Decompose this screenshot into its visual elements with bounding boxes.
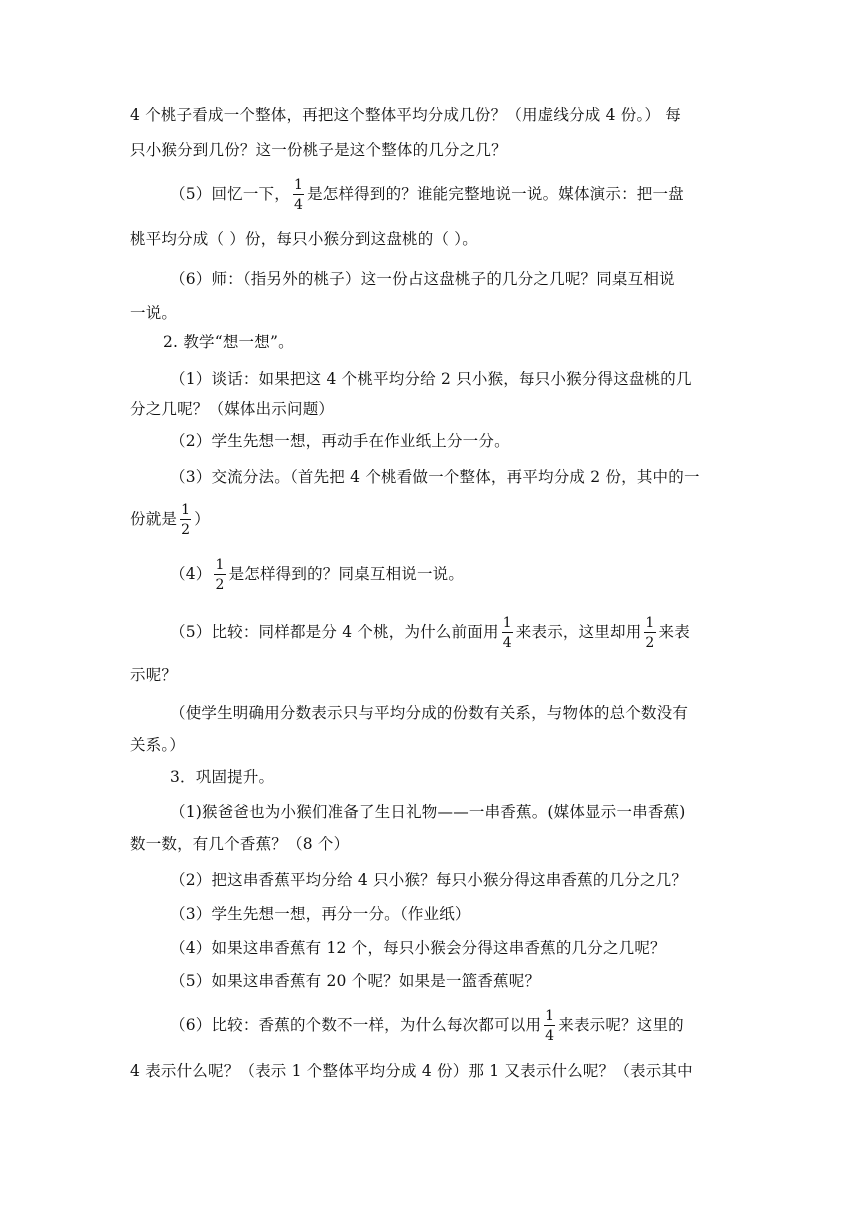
fraction-one-half: $\frac{1}{2}$ [181, 502, 191, 538]
text-line: （6）师：（指另外的桃子）这一份占这盘桃子的几分之几呢？同桌互相说 [170, 270, 675, 288]
text-line: 一说。 [130, 304, 178, 322]
text-line: 4 个桃子看成一个整体，再把这个整体平均分成几份？（用虚线分成 4 份。） 每 [130, 106, 681, 124]
fraction-one-quarter: $\frac{1}{4}$ [293, 177, 304, 213]
text-segment: （5）比较：同样都是分 4 个桃，为什么前面用 [170, 623, 499, 641]
text-line: （2）把这串香蕉平均分给 4 只小猴？每只小猴分得这串香蕉的几分之几？ [170, 871, 688, 889]
text-line: 数一数，有几个香蕉？（8 个） [130, 835, 350, 853]
text-segment: （4） [170, 565, 212, 583]
text-line [170, 557, 464, 591]
fraction-one-quarter: $\frac{1}{4}$ [502, 615, 512, 651]
text-line: 关系。） [130, 736, 186, 754]
text-line: 4 表示什么呢？（表示 1 个整体平均分成 4 份）那 1 又表示什么呢？（表示其中 [130, 1062, 693, 1080]
text-line: （1)猴爸爸也为小猴们准备了生日礼物——一串香蕉。(媒体显示一串香蕉) [170, 803, 686, 821]
text-segment: （6）比较：香蕉的个数不一样，为什么每次都可以用 [170, 1016, 542, 1034]
text-segment: 来表 [658, 623, 690, 641]
text-segment: 是怎样得到的？同桌互相说一说。 [228, 565, 465, 583]
text-line [170, 615, 690, 649]
fraction-one-half: $\frac{1}{2}$ [645, 615, 655, 651]
section-heading: 3．巩固提升。 [170, 768, 275, 786]
text-line: （3）交流分法。（首先把 4 个桃看做一个整体，再平均分成 2 份，其中的一 [170, 468, 700, 486]
text-line: （4）如果这串香蕉有 12 个，每只小猴会分得这串香蕉的几分之几呢？ [170, 939, 666, 957]
text-line: 只小猴分到几份？这一份桃子是这个整体的几分之几？ [130, 141, 507, 159]
text-line [130, 502, 210, 536]
text-segment: ） [194, 510, 210, 528]
text-segment: 来表示呢？这里的 [558, 1016, 684, 1034]
text-line: （3）学生先想一想，再分一分。（作业纸） [170, 905, 471, 923]
text-line [170, 177, 684, 211]
text-line: （1）谈话：如果把这 4 个桃平均分给 2 只小猴，每只小猴分得这盘桃的几 [170, 370, 692, 388]
text-line: （使学生明确用分数表示只与平均分成的份数有关系，与物体的总个数没有 [170, 704, 689, 722]
text-line: 分之几呢？（媒体出示问题） [130, 400, 335, 418]
fraction-one-half: $\frac{1}{2}$ [215, 557, 225, 593]
text-segment: 份就是 [130, 510, 178, 528]
text-segment: 来表示，这里却用 [515, 623, 642, 641]
text-segment: （5）回忆一下， [170, 185, 290, 203]
fraction-one-quarter: $\frac{1}{4}$ [545, 1008, 555, 1044]
text-line [170, 1008, 684, 1042]
text-line: （5）如果这串香蕉有 20 个呢？如果是一篮香蕉呢？ [170, 972, 541, 990]
text-line: （2）学生先想一想，再动手在作业纸上分一分。 [170, 432, 510, 450]
text-line: 示呢？ [130, 666, 178, 684]
text-segment: 是怎样得到的？谁能完整地说一说。媒体演示：把一盘 [307, 185, 684, 203]
text-line: 桃平均分成（ ）份，每只小猴分到这盘桃的（ ）。 [130, 230, 478, 248]
section-heading: 2. 教学“想一想”。 [163, 333, 294, 351]
